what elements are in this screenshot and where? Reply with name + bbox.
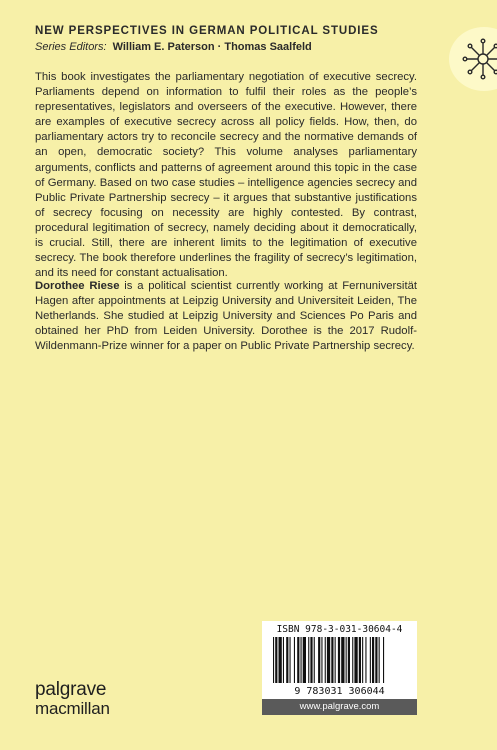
series-editors-names: William E. Paterson · Thomas Saalfeld <box>112 41 312 53</box>
author-bio-text: is a political scientist currently working at Fernuniversität Hagen after appointments at Leipzig University and Universiteit Leiden, The Netherlands. She studied at Leipzig University and Sciences Po Paris and obtained her PhD from Leiden University. Dorothee is the 2017 Rudolf- Wildenmann-Prize winner for a paper on Public Private Partnership secrecy. <box>35 280 417 353</box>
palgrave-star-icon <box>461 37 497 81</box>
publisher-website: www.palgrave.com <box>262 699 417 715</box>
barcode-graphic <box>265 637 414 697</box>
palgrave-logo-badge <box>449 27 497 91</box>
author-bio <box>35 279 417 354</box>
publisher-line1: palgrave <box>35 679 107 700</box>
author-name: Dorothee Riese <box>35 280 120 292</box>
isbn-barcode <box>262 621 417 699</box>
series-title: NEW PERSPECTIVES IN GERMAN POLITICAL STUDIES <box>35 25 379 37</box>
series-editors <box>35 41 312 53</box>
book-description: This book investigates the parliamentary negotiation of executive secrecy. Parliaments depend on information to fulfil their roles as the people’s representatives, legislators and overseers of the executive. However, there are examples of executive secrecy across all policy fields. How, then, do parliamentary actors try to reconcile secrecy and the normative demands of an open, democratic society? This volume analyses parliamentary arguments, conflicts and patterns of agreement around this topic in the case of Germany. Based on two case studies – intelligence agencies secrecy and Public Private Partnership secrecy – it argues that substantive justifications of secrecy focusing on necessity are highly contested. By contrast, procedural legitimation of secrecy, namely deciding about it democratically, is crucial. Still, there are inherent limits to the legitimation of executive secrecy. The book therefore underlines the fragility of secrecy’s legitimation, and its need for constant actualisation. <box>35 71 417 280</box>
isbn-number: ISBN 978-3-031-30604-4 <box>276 624 403 635</box>
publisher-line2: macmillan <box>35 699 110 718</box>
barcode-digits: 9 783031 306044 <box>294 686 385 697</box>
publisher-logo <box>35 680 110 718</box>
series-editors-label: Series Editors: <box>35 41 107 53</box>
